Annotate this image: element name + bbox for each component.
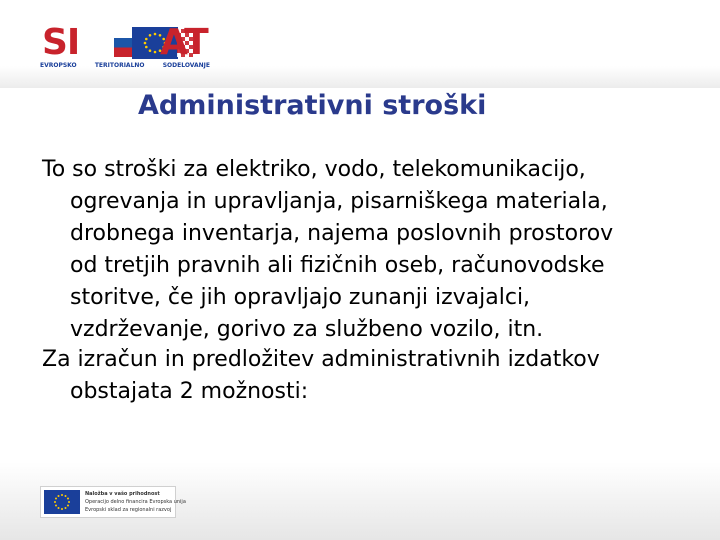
eu-funding-badge [40,486,186,518]
paragraph-1-line: vzdrževanje, gorivo za službeno vozilo, itn. [70,317,544,342]
paragraph-2-line: obstajata 2 možnosti: [70,379,309,404]
logo-left-text: SI [42,22,80,63]
logo-sub-label-2: TERITORIALNO [94,62,145,69]
funding-line-1: Naložba v vašo prihodnost [85,491,160,497]
slovenia-flag-icon [114,29,134,57]
paragraph-1-line: od tretjih pravnih ali fizičnih oseb, računovodske [70,253,605,278]
paragraph-2 [42,344,702,408]
paragraph-1-line: To so stroški za elektriko, vodo, telekomunikacijo, [42,157,586,182]
funding-text [85,490,186,514]
funding-line-3: Evropski sklad za regionalni razvoj [85,507,172,513]
paragraph-2-line: Za izračun in predložitev administrativnih izdatkov [42,347,600,372]
paragraph-1-line: ogrevanja in upravljanja, pisarniškega materiala, [70,189,608,214]
paragraph-1-line: drobnega inventarja, najema poslovnih prostorov [70,221,614,246]
funding-line-2: Operacijo delno financira Evropska unija [85,499,186,505]
paragraph-1-line: storitve, če jih opravljajo zunanji izvajalci, [70,285,531,310]
logo-subtitle [40,61,210,70]
siheat-logo [40,22,215,70]
logo-right-text: AT [160,22,208,63]
logo-sub-label-3: SODELOVANJE [162,62,210,69]
eu-flag-icon [44,490,80,514]
paragraph-1 [42,154,702,346]
eu-stars-icon [44,490,80,514]
slide-title: Administrativni stroški [138,90,487,121]
logo-sub-label-1: EVROPSKO [40,62,77,69]
